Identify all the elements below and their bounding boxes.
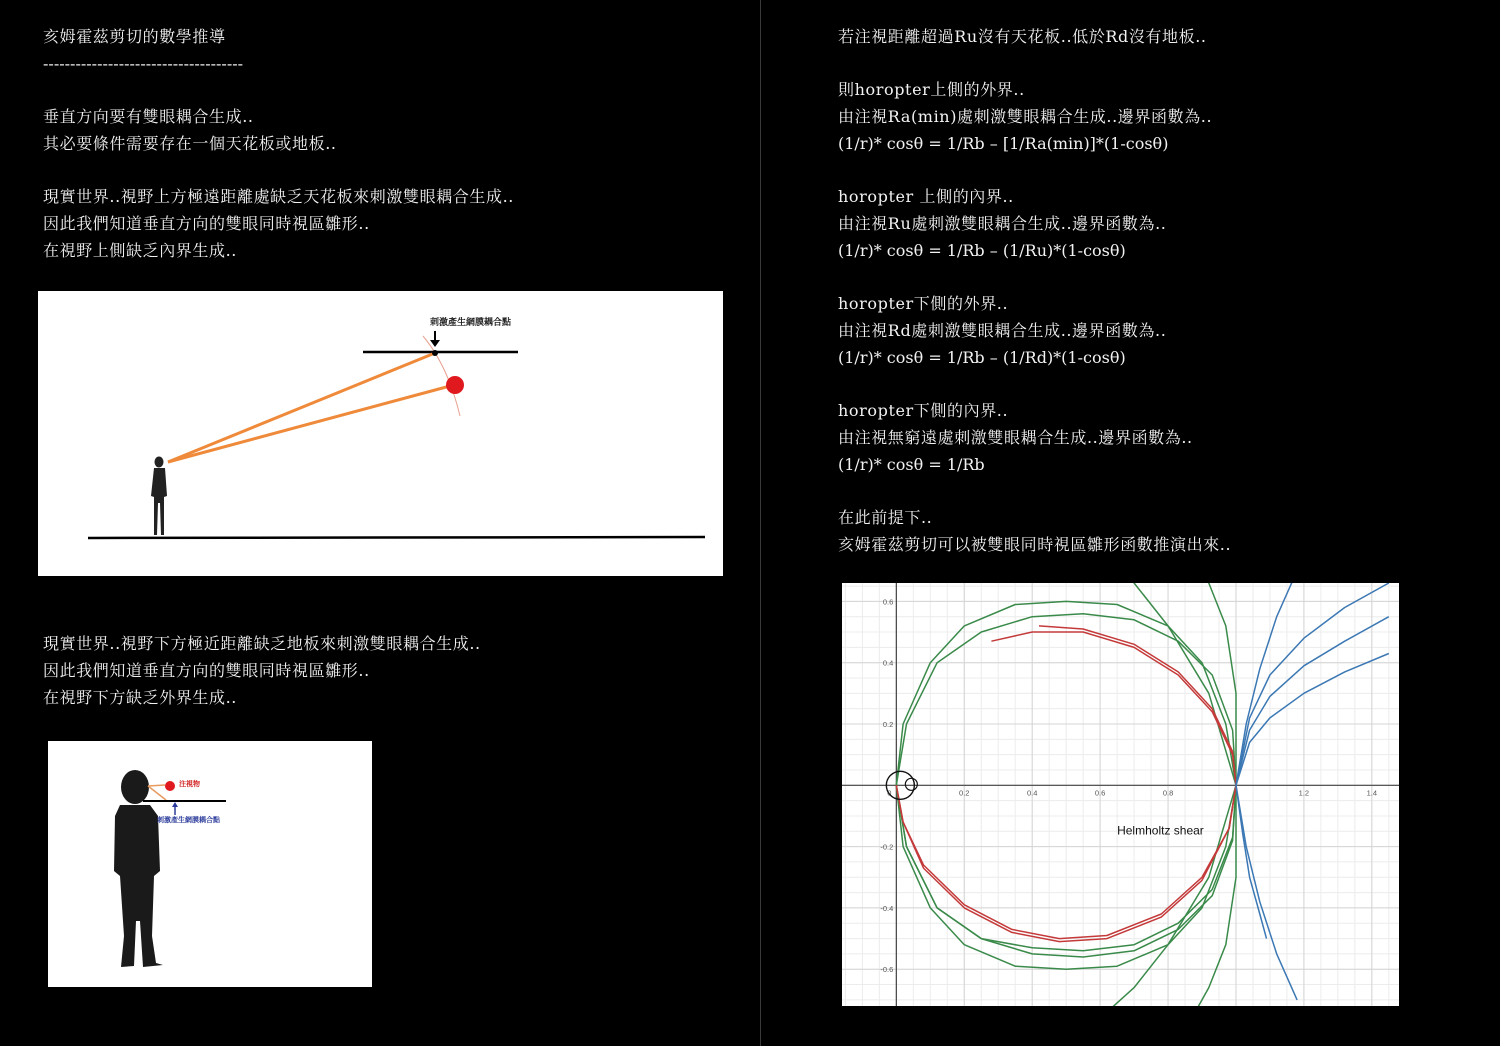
gaze-line-target — [168, 386, 450, 462]
y-tick-label: -0.6 — [880, 965, 894, 975]
fixation-target — [446, 376, 464, 394]
text-line: 因此我們知道垂直方向的雙眼同時視區雛形.. — [43, 660, 370, 680]
block-heading: 則horopter上側的外界.. — [838, 80, 1025, 99]
block-heading: horopter下側的內界.. — [838, 401, 1009, 420]
conclusion — [838, 505, 1231, 559]
page-divider — [760, 0, 761, 1046]
block-formula: (1/r)* cosθ = 1/Rb – (1/Rd)*(1-cosθ) — [838, 347, 1126, 367]
ceiling-annotation: 刺激產生網膜耦合點 — [430, 318, 512, 328]
text-line: 其必要條件需要存在一個天花板或地板.. — [43, 133, 337, 153]
person-silhouette-icon — [151, 457, 167, 536]
ceiling-figure — [38, 291, 723, 576]
floor-annotation: 刺激產生網膜耦合點 — [157, 815, 220, 824]
person-silhouette-icon — [114, 770, 163, 967]
gaze-line-target — [148, 785, 165, 786]
right-page — [762, 0, 1500, 1046]
text-line: 在視野下方缺乏外界生成.. — [43, 687, 237, 707]
floor-diagram — [48, 741, 372, 987]
block-desc: 由注視無窮遠處刺激雙眼耦合生成..邊界函數為.. — [838, 427, 1193, 447]
block-desc: 由注視Ra(min)處刺激雙眼耦合生成..邊界函數為.. — [838, 106, 1213, 126]
text-line: 垂直方向要有雙眼耦合生成.. — [43, 107, 254, 126]
block-desc: 由注視Ru處刺激雙眼耦合生成..邊界函數為.. — [838, 213, 1167, 233]
floor-line — [88, 537, 705, 538]
ceiling-diagram — [38, 291, 723, 576]
page-title: 亥姆霍茲剪切的數學推導 — [43, 27, 226, 46]
series-line-green — [1107, 785, 1236, 1006]
boundary-block-4 — [838, 398, 1193, 478]
y-tick-label: 0.4 — [882, 658, 894, 668]
text-line: 因此我們知道垂直方向的雙眼同時視區雛形.. — [43, 213, 370, 233]
boundary-block-3 — [838, 291, 1166, 371]
x-tick-label: 0.6 — [1094, 788, 1106, 798]
block-heading: horopter 上側的內界.. — [838, 187, 1014, 206]
x-tick-label: 1.4 — [1366, 788, 1378, 798]
y-tick-label: 0.6 — [882, 597, 894, 607]
plot-svg — [842, 583, 1399, 1006]
x-tick-label: 0.4 — [1026, 788, 1038, 798]
floor-figure — [48, 741, 372, 987]
text-line: 在此前提下.. — [838, 508, 933, 527]
helmholtz-shear-label: Helmholtz shear — [1117, 823, 1204, 838]
title-rule: ------------------------------------- — [43, 53, 244, 73]
block-desc: 由注視Rd處刺激雙眼耦合生成..邊界函數為.. — [838, 320, 1167, 340]
target-label: 注視物 — [179, 779, 200, 788]
block-formula: (1/r)* cosθ = 1/Rb – (1/Ru)*(1-cosθ) — [838, 240, 1126, 260]
vieth-muller-arc — [423, 336, 460, 416]
x-tick-label: 1.2 — [1298, 788, 1310, 798]
up-arrow-head-icon — [172, 802, 178, 807]
text-line: 現實世界..視野上方極遠距離處缺乏天花板來刺激雙眼耦合生成.. — [43, 187, 514, 206]
x-tick-label: 0.8 — [1162, 788, 1174, 798]
down-arrow-head-icon — [430, 340, 440, 347]
y-tick-label: 0.2 — [882, 720, 894, 729]
text-line: 亥姆霍茲剪切可以被雙眼同時視區雛形函數推演出來.. — [838, 534, 1232, 554]
gaze-line-ceiling — [168, 353, 435, 462]
eye-glyph-icon — [905, 778, 917, 790]
block-formula: (1/r)* cosθ = 1/Rb — [838, 454, 985, 474]
boundary-block-2 — [838, 184, 1167, 264]
text-line: 若注視距離超過Ru沒有天花板..低於Rd沒有地板.. — [838, 27, 1207, 46]
right-intro — [838, 24, 1207, 51]
left-header — [43, 24, 243, 78]
boundary-block-1 — [838, 77, 1212, 157]
left-para-3 — [43, 631, 481, 711]
x-tick-label: 0.2 — [959, 788, 970, 798]
y-tick-label: -0.2 — [880, 842, 894, 852]
series-line-blue — [1236, 617, 1389, 786]
block-formula: (1/r)* cosθ = 1/Rb – [1/Ra(min)]*(1-cosθ) — [838, 133, 1169, 153]
block-heading: horopter下側的外界.. — [838, 294, 1009, 313]
left-para-2 — [43, 184, 514, 264]
y-tick-label: -0.4 — [880, 903, 894, 913]
fixation-target — [165, 781, 175, 791]
x-tick-label: 0 — [887, 788, 892, 798]
helmholtz-graph — [842, 583, 1399, 1006]
text-line: 在視野上側缺乏內界生成.. — [43, 240, 237, 260]
left-para-1 — [43, 104, 337, 158]
ceiling-point — [432, 350, 438, 356]
gaze-line-floor — [148, 786, 166, 800]
text-line: 現實世界..視野下方極近距離缺乏地板來刺激雙眼耦合生成.. — [43, 634, 481, 653]
